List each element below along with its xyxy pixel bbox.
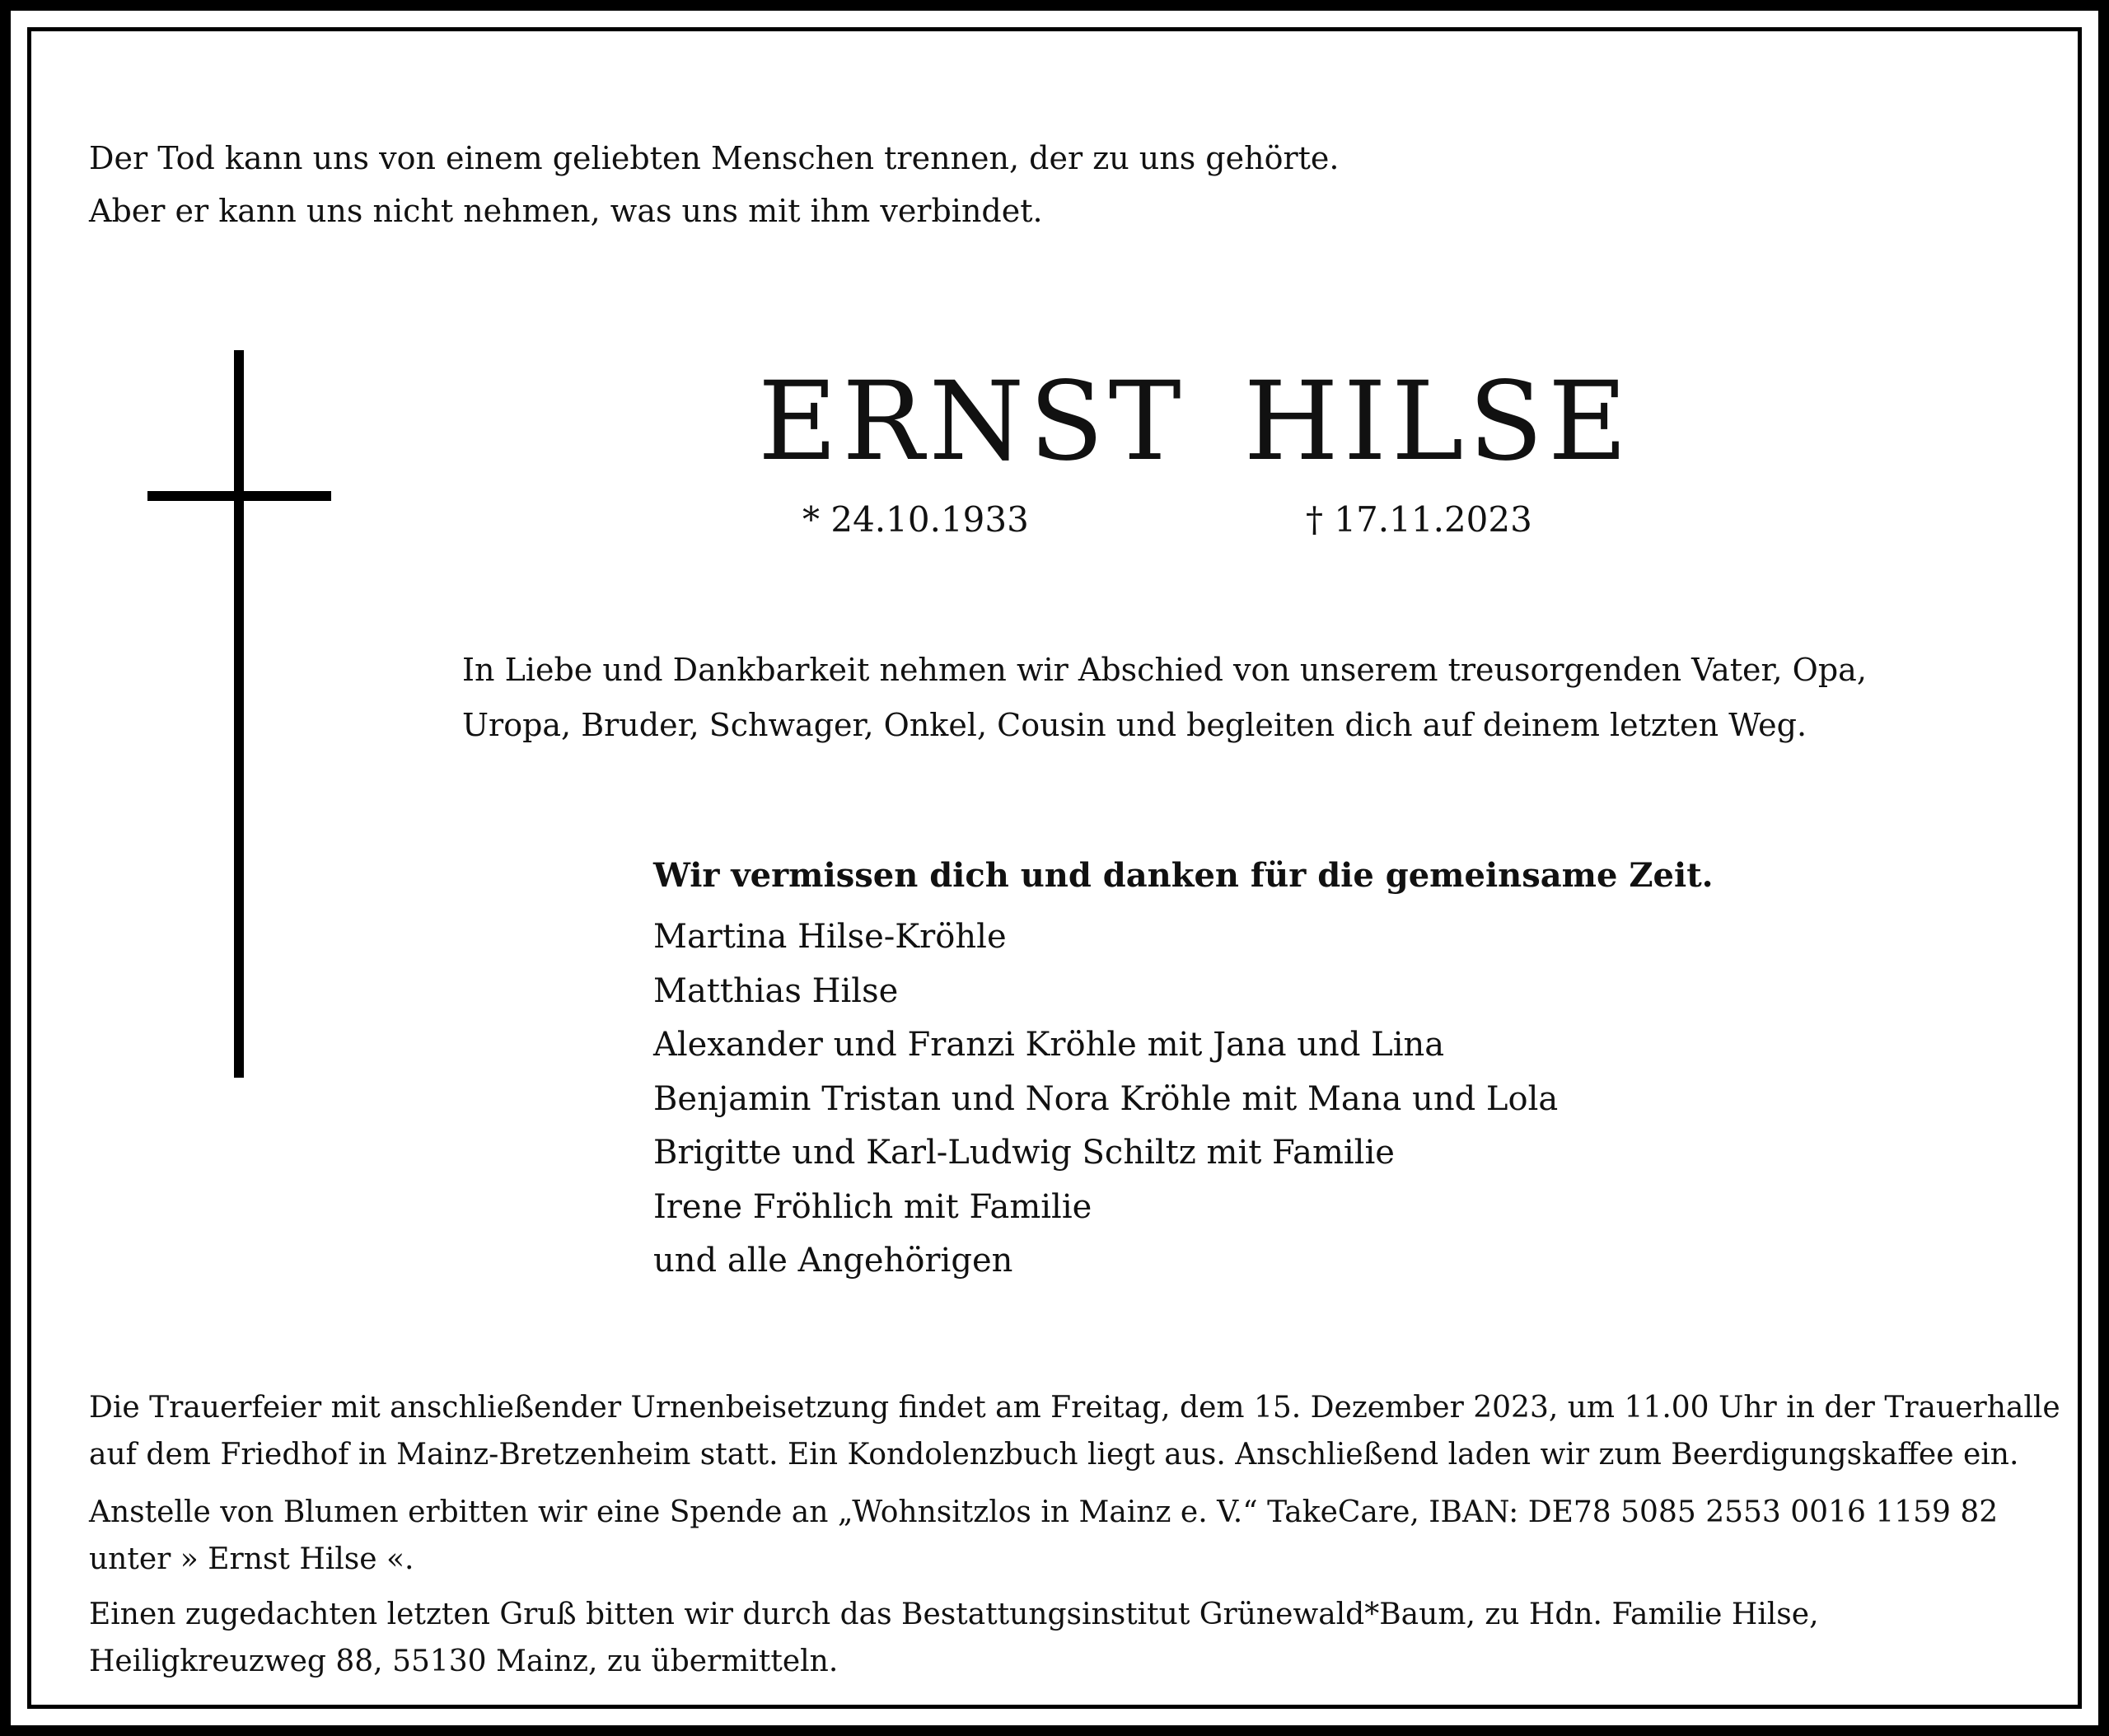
mourners-list (653, 910, 1558, 1289)
mourner-item: Martina Hilse-Kröhle (653, 918, 1007, 956)
funeral-line-1: Die Trauerfeier mit anschließender Urnenbeisetzung findet am Freitag, dem 15. Dezember 2023, um 11.00 Uhr in der Trauerhalle (89, 1391, 2060, 1425)
deceased-name: ERNST HILSE (758, 358, 1633, 485)
greeting-line-1: Einen zugedachten letzten Gruß bitten wir durch das Bestattungsinstitut Grünewald*Baum, zu Hdn. Familie Hilse, (89, 1598, 1819, 1631)
mourner-item: und alle Angehörigen (653, 1242, 1013, 1280)
funeral-line-2: auf dem Friedhof in Mainz-Bretzenheim statt. Ein Kondolenzbuch liegt aus. Anschließend laden wir zum Beerdigungskaffee ein. (89, 1438, 2019, 1472)
motto-line-2: Aber er kann uns nicht nehmen, was uns mit ihm verbindet. (89, 193, 1043, 229)
donation-notice (89, 1489, 1998, 1583)
cross-horizontal-bar (147, 491, 331, 501)
birth-date: * 24.10.1933 (802, 499, 1029, 540)
mourner-item: Brigitte und Karl-Ludwig Schiltz mit Familie (653, 1134, 1395, 1172)
mourner-item: Irene Fröhlich mit Familie (653, 1187, 1092, 1226)
thanks-heading: Wir vermissen dich und danken für die gemeinsame Zeit. (653, 856, 1714, 895)
farewell-line-2: Uropa, Bruder, Schwager, Onkel, Cousin und begleiten dich auf deinem letzten Weg. (462, 707, 1807, 743)
donation-line-1: Anstelle von Blumen erbitten wir eine Spende an „Wohnsitzlos in Mainz e. V.“ TakeCare, IBAN: DE78 5085 2553 0016 1159 82 (89, 1495, 1999, 1529)
greeting-line-2: Heiligkreuzweg 88, 55130 Mainz, zu übermitteln. (89, 1645, 839, 1678)
greeting-notice (89, 1591, 1819, 1685)
mourner-item: Alexander und Franzi Kröhle mit Jana und Lina (653, 1026, 1445, 1064)
donation-line-2: unter » Ernst Hilse «. (89, 1542, 414, 1576)
farewell-line-1: In Liebe und Dankbarkeit nehmen wir Abschied von unserem treusorgenden Vater, Opa, (462, 652, 1867, 688)
motto-quote (89, 132, 1339, 237)
motto-line-1: Der Tod kann uns von einem geliebten Menschen trennen, der zu uns gehörte. (89, 140, 1340, 176)
funeral-notice (89, 1384, 2060, 1478)
death-date: † 17.11.2023 (1306, 499, 1532, 540)
mourner-item: Matthias Hilse (653, 971, 899, 1010)
mourner-item: Benjamin Tristan und Nora Kröhle mit Mana und Lola (653, 1079, 1559, 1118)
cross-vertical-bar (234, 350, 244, 1078)
farewell-text (462, 643, 1867, 753)
